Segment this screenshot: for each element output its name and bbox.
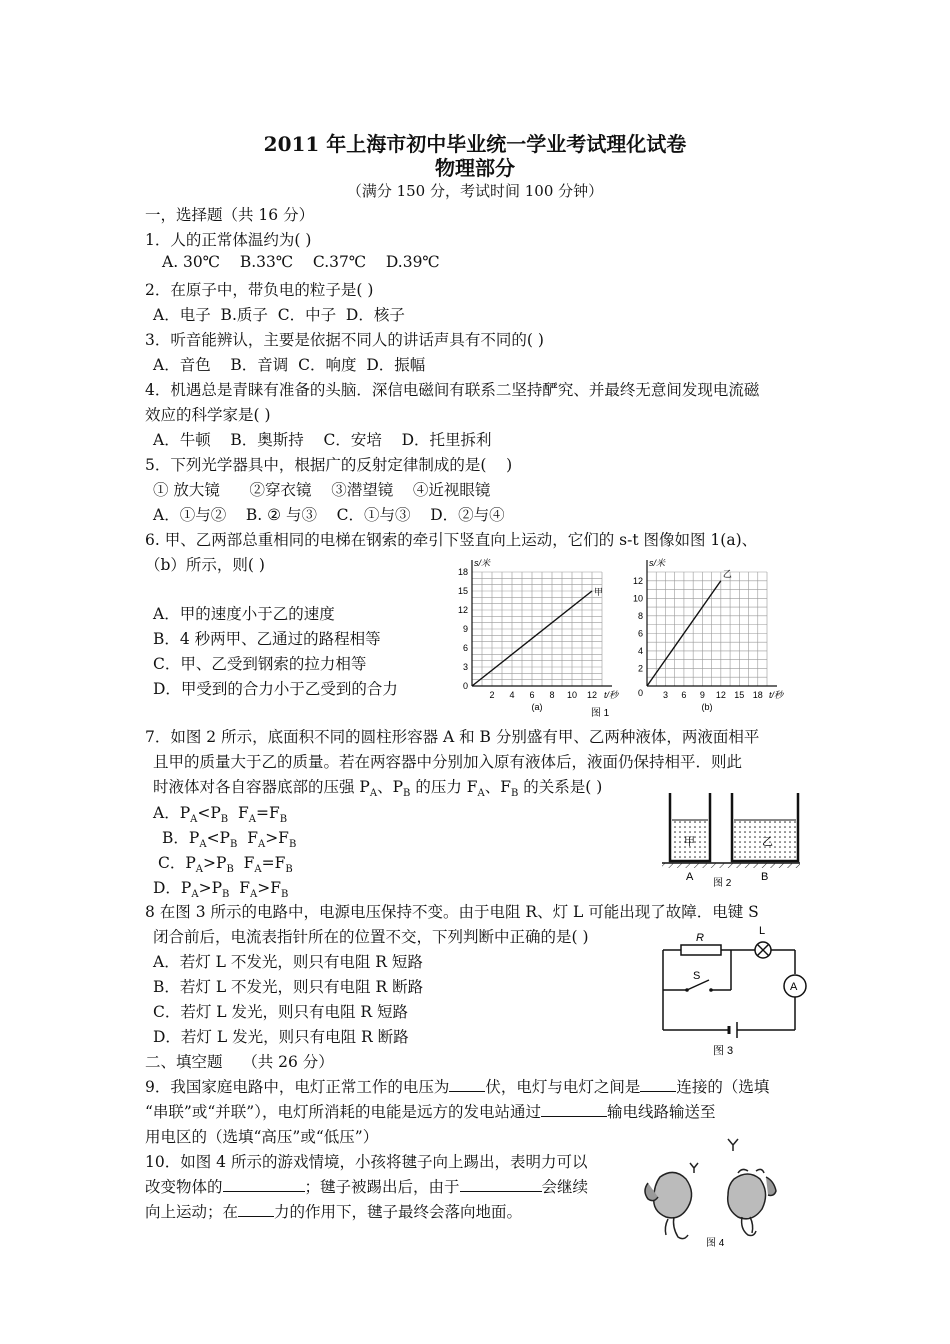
y-tick-label: 6	[462, 643, 468, 653]
q2-stem: 2．在原子中，带负电的粒子是( )	[145, 281, 374, 299]
lamp-label: L	[759, 925, 766, 937]
switch-label: S	[693, 970, 701, 982]
y-tick-label: 12	[632, 575, 643, 586]
q5-items: ① 放大镜 ②穿衣镜 ③潜望镜 ④近视眼镜	[153, 481, 491, 499]
q10-line3: 向上运动；在 力的作用下，毽子最终会落向地面。	[145, 1203, 523, 1221]
figure-1	[440, 548, 800, 720]
q9-blank-1[interactable]	[449, 1077, 485, 1092]
shuttlecock-mid	[690, 1163, 698, 1173]
y-tick-label: 6	[637, 628, 643, 639]
q5-options: A．①与② B. ② 与③ C．①与③ D．②与④	[153, 506, 505, 524]
section1-heading: 一，选择题（共 16 分）	[145, 206, 315, 224]
graph-caption: (a)	[531, 702, 543, 712]
q9-blank-3[interactable]	[541, 1102, 607, 1117]
liquid-b-label: 乙	[762, 836, 773, 848]
q3-stem: 3．听音能辨认，主要是依据不同人的讲话声具有不同的( )	[145, 331, 544, 349]
paper-note: （满分 150 分，考试时间 100 分钟）	[346, 182, 604, 200]
resistor-r	[681, 945, 721, 955]
graph-caption: (b)	[701, 702, 713, 712]
q3-options: A．音色 B．音调 C．响度 D．振幅	[153, 356, 426, 374]
shuttlecock-top	[728, 1139, 738, 1151]
q6-stem-line2: （b）所示，则( )	[145, 556, 265, 574]
q5-stem: 5．下列光学器具中，根据广的反射定律制成的是( )	[145, 456, 513, 474]
q10-blank-1[interactable]	[223, 1177, 305, 1192]
paper-title: 2011 年上海市初中毕业统一学业考试理化试卷	[263, 132, 687, 156]
q8-option-d: D．若灯 L 发光，则只有电阻 R 断路	[153, 1028, 409, 1046]
q10-blank-2[interactable]	[460, 1177, 542, 1192]
figure-2	[658, 785, 808, 890]
q4-stem-line2: 效应的科学家是( )	[145, 406, 271, 424]
q6-option-b: B．4 秒两甲、乙通过的路程相等	[153, 630, 381, 648]
q6-option-d: D．甲受到的合力小于乙受到的合力	[153, 680, 398, 698]
resistor-label: R	[696, 932, 704, 944]
figure-3	[655, 922, 815, 1060]
y-tick-label: 0	[462, 681, 468, 691]
q9-line3: 用电区的（选填“高压”或“低压”）	[145, 1128, 379, 1146]
q7-option-b: B．$P_A<P_B$ $F_A>F_B$	[162, 829, 297, 851]
series-label: 甲	[594, 587, 604, 597]
x-tick-label: 9	[699, 690, 705, 700]
paper-subtitle: 物理部分	[435, 156, 515, 180]
figure-4	[638, 1133, 786, 1253]
q9-line1: 9．我国家庭电路中，电灯正常工作的电压为 伏，电灯与电灯之间是 连接的（选填	[145, 1078, 770, 1096]
ammeter-label: A	[790, 981, 798, 993]
q4-stem-line1: 4．机遇总是青睐有准备的头脑．深信电磁间有联系二坚持酽究、并最终无意间发现电流磁	[145, 381, 760, 399]
q1-options: A. 30℃ B.33℃ C.37℃ D.39℃	[162, 253, 440, 271]
q8-option-b: B．若灯 L 不发光，则只有电阻 R 断路	[153, 978, 424, 996]
figure-1b-graph	[633, 558, 785, 712]
q10-line2: 改变物体的 ；毽子被踢出后，由于 会继续	[145, 1178, 589, 1196]
y-tick-label: 12	[457, 605, 468, 615]
q8-stem-line1: 8 在图 3 所示的电路中，电源电压保持不变。由于电阻 R、灯 L 可能出现了故障．电键 S	[145, 903, 759, 921]
x-tick-label: 6	[681, 690, 687, 700]
x-tick-label: 3	[662, 690, 668, 700]
y-tick-label: 4	[637, 645, 643, 656]
x-tick-label: 10	[566, 690, 578, 700]
liquid-a-label: 甲	[684, 836, 695, 848]
q7-stem-line1: 7．如图 2 所示，底面积不同的圆柱形容器 A 和 B 分别盛有甲、乙两种液体，两液面相平	[145, 728, 760, 746]
figure-1-caption: 图 1	[590, 708, 610, 719]
x-tick-label: 6	[529, 690, 535, 700]
q7-option-a: A．$P_A<P_B$ $F_A=F_B$	[153, 804, 288, 826]
y-tick-label: 3	[462, 662, 468, 672]
y-tick-label: 15	[457, 586, 468, 596]
x-axis-label: t/秒	[604, 690, 619, 700]
y-tick-label: 8	[637, 610, 643, 621]
y-tick-label: 18	[457, 567, 468, 577]
x-axis-label: t/秒	[769, 690, 784, 700]
container-a-label: A	[686, 871, 694, 883]
y-tick-label: 10	[632, 593, 643, 604]
container-b-label: B	[761, 871, 769, 883]
q1-stem: 1．人的正常体温约为( )	[145, 231, 312, 249]
x-tick-label: 4	[509, 690, 515, 700]
child-left-body	[654, 1172, 692, 1217]
q9-line2: “串联”或“并联”），电灯所消耗的电能是远方的发电站通过 输电线路输送至	[145, 1103, 716, 1121]
figure-3-caption: 图 3	[713, 1045, 734, 1057]
q8-option-a: A．若灯 L 不发光，则只有电阻 R 短路	[153, 953, 423, 971]
x-tick-label: 12	[715, 690, 726, 700]
section2-heading: 二、填空题 （共 26 分）	[145, 1053, 334, 1071]
q7-stem-line2: 且甲的质量大于乙的质量。若在两容器中分别加入原有液体后，液面仍保持相平．则此	[153, 753, 743, 771]
q4-options: A．牛顿 B．奥斯持 C．安培 D．托里拆利	[153, 431, 492, 449]
q9-blank-2[interactable]	[640, 1077, 676, 1092]
figure-1a-graph	[458, 558, 620, 712]
q10-blank-3[interactable]	[238, 1202, 274, 1217]
q2-options: A．电子 B.质子 C．中子 D．核子	[153, 306, 405, 324]
y-axis-label: s/米	[649, 558, 666, 568]
series-label: 乙	[722, 568, 732, 579]
q8-option-c: C．若灯 L 发光，则只有电阻 R 短路	[153, 1003, 409, 1021]
q6-option-a: A．甲的速度小于乙的速度	[153, 605, 335, 623]
child-right-body	[728, 1174, 766, 1219]
x-tick-label: 15	[734, 690, 745, 700]
figure-4-caption: 图 4	[706, 1238, 725, 1249]
origin-label: 0	[637, 688, 643, 698]
q10-line1: 10．如图 4 所示的游戏情境，小孩将毽子向上踢出，表明力可以	[145, 1153, 588, 1171]
y-axis-label: s/米	[474, 558, 491, 568]
figure-2-caption: 图 2	[713, 878, 732, 889]
q6-stem-line1: 6. 甲、乙两部总重相同的电梯在钢索的牵引下竖直向上运动，它们的 s-t 图像如图 1(a)、	[145, 531, 758, 549]
q6-option-c: C．甲、乙受到钢索的拉力相等	[153, 655, 367, 673]
q7-stem-line3: 时液体对各自容器底部的压强 $P_A$、$P_B$ 的压力 $F_A$、$F_B$ 的关系是( )	[153, 778, 603, 800]
y-tick-label: 2	[637, 663, 643, 674]
x-tick-label: 12	[586, 690, 598, 700]
x-tick-label: 18	[752, 690, 763, 700]
q7-option-c: C．$P_A>P_B$ $F_A=F_B$	[158, 854, 293, 876]
y-tick-label: 9	[462, 624, 468, 634]
x-tick-label: 2	[489, 690, 495, 700]
q8-stem-line2: 闭合前后，电流表指针所在的位置不交，下列判断中正确的是( )	[153, 928, 589, 946]
q7-option-d: D．$P_A>P_B$ $F_A>F_B$	[153, 879, 289, 901]
x-tick-label: 8	[549, 690, 555, 700]
